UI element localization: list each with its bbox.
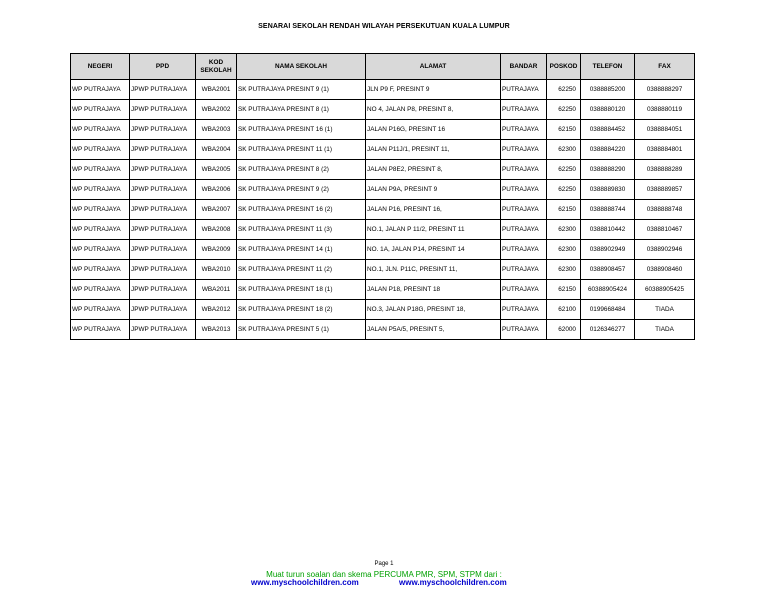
cell-telefon: 0388884452 (581, 120, 635, 140)
cell-negeri: WP PUTRAJAYA (71, 80, 130, 100)
cell-nama-sekolah: SK PUTRAJAYA PRESINT 8 (1) (237, 100, 366, 120)
cell-kod-sekolah: WBA2002 (196, 100, 237, 120)
table-row (71, 300, 695, 320)
cell-negeri: WP PUTRAJAYA (71, 100, 130, 120)
cell-nama-sekolah: SK PUTRAJAYA PRESINT 5 (1) (237, 320, 366, 340)
cell-poskod: 62250 (547, 100, 581, 120)
table-row (71, 80, 695, 100)
cell-fax: 0388884801 (635, 140, 695, 160)
cell-alamat: NO.1, JLN. P11C, PRESINT 11, (366, 260, 501, 280)
cell-negeri: WP PUTRAJAYA (71, 220, 130, 240)
cell-alamat: JALAN P16, PRESINT 16, (366, 200, 501, 220)
cell-negeri: WP PUTRAJAYA (71, 180, 130, 200)
cell-telefon: 0126346277 (581, 320, 635, 340)
cell-ppd: JPWP PUTRAJAYA (130, 220, 196, 240)
document-title: SENARAI SEKOLAH RENDAH WILAYAH PERSEKUTUAN KUALA LUMPUR (258, 23, 510, 30)
cell-alamat: NO.1, JALAN P 11/2, PRESINT 11 (366, 220, 501, 240)
page-number: Page 1 (374, 561, 394, 567)
cell-bandar: PUTRAJAYA (501, 320, 547, 340)
cell-alamat: NO.3, JALAN P18G, PRESINT 18, (366, 300, 501, 320)
cell-negeri: WP PUTRAJAYA (71, 240, 130, 260)
cell-bandar: PUTRAJAYA (501, 200, 547, 220)
cell-ppd: JPWP PUTRAJAYA (130, 240, 196, 260)
cell-telefon: 0388880120 (581, 100, 635, 120)
cell-nama-sekolah: SK PUTRAJAYA PRESINT 11 (3) (237, 220, 366, 240)
cell-negeri: WP PUTRAJAYA (71, 160, 130, 180)
cell-negeri: WP PUTRAJAYA (71, 280, 130, 300)
table-row (71, 120, 695, 140)
cell-alamat: JALAN P5A/5, PRESINT 5, (366, 320, 501, 340)
cell-negeri: WP PUTRAJAYA (71, 320, 130, 340)
cell-telefon: 0388885200 (581, 80, 635, 100)
cell-negeri: WP PUTRAJAYA (71, 260, 130, 280)
table-row (71, 140, 695, 160)
cell-ppd: JPWP PUTRAJAYA (130, 80, 196, 100)
cell-kod-sekolah: WBA2007 (196, 200, 237, 220)
cell-poskod: 62250 (547, 160, 581, 180)
cell-poskod: 62300 (547, 140, 581, 160)
cell-poskod: 62300 (547, 220, 581, 240)
cell-ppd: JPWP PUTRAJAYA (130, 320, 196, 340)
cell-ppd: JPWP PUTRAJAYA (130, 140, 196, 160)
cell-alamat: NO 4, JALAN P8, PRESINT 8, (366, 100, 501, 120)
table-row (71, 280, 695, 300)
cell-kod-sekolah: WBA2010 (196, 260, 237, 280)
cell-fax: 0388880119 (635, 100, 695, 120)
cell-fax: 0388888289 (635, 160, 695, 180)
cell-telefon: 0388888290 (581, 160, 635, 180)
header-kod-sekolah: KOD SEKOLAH (196, 54, 237, 80)
website-link-2[interactable]: www.myschoolchildren.com (399, 578, 507, 587)
cell-bandar: PUTRAJAYA (501, 80, 547, 100)
cell-negeri: WP PUTRAJAYA (71, 200, 130, 220)
header-nama-sekolah: NAMA SEKOLAH (237, 54, 366, 80)
table-row (71, 220, 695, 240)
cell-alamat: NO. 1A, JALAN P14, PRESINT 14 (366, 240, 501, 260)
cell-alamat: JALAN P18, PRESINT 18 (366, 280, 501, 300)
cell-kod-sekolah: WBA2008 (196, 220, 237, 240)
table-row (71, 240, 695, 260)
cell-poskod: 62150 (547, 280, 581, 300)
cell-ppd: JPWP PUTRAJAYA (130, 280, 196, 300)
cell-fax: 0388888748 (635, 200, 695, 220)
cell-kod-sekolah: WBA2004 (196, 140, 237, 160)
cell-nama-sekolah: SK PUTRAJAYA PRESINT 11 (2) (237, 260, 366, 280)
cell-fax: 0388884051 (635, 120, 695, 140)
cell-bandar: PUTRAJAYA (501, 180, 547, 200)
cell-kod-sekolah: WBA2012 (196, 300, 237, 320)
cell-telefon: 0388908457 (581, 260, 635, 280)
cell-nama-sekolah: SK PUTRAJAYA PRESINT 9 (1) (237, 80, 366, 100)
cell-kod-sekolah: WBA2005 (196, 160, 237, 180)
table-row (71, 180, 695, 200)
cell-bandar: PUTRAJAYA (501, 240, 547, 260)
cell-nama-sekolah: SK PUTRAJAYA PRESINT 16 (1) (237, 120, 366, 140)
cell-bandar: PUTRAJAYA (501, 260, 547, 280)
cell-telefon: 60388905424 (581, 280, 635, 300)
cell-ppd: JPWP PUTRAJAYA (130, 100, 196, 120)
table-row (71, 200, 695, 220)
cell-ppd: JPWP PUTRAJAYA (130, 160, 196, 180)
cell-poskod: 62150 (547, 200, 581, 220)
cell-bandar: PUTRAJAYA (501, 280, 547, 300)
cell-negeri: WP PUTRAJAYA (71, 120, 130, 140)
cell-ppd: JPWP PUTRAJAYA (130, 120, 196, 140)
cell-bandar: PUTRAJAYA (501, 120, 547, 140)
cell-bandar: PUTRAJAYA (501, 160, 547, 180)
cell-poskod: 62300 (547, 260, 581, 280)
cell-fax: 60388905425 (635, 280, 695, 300)
school-table (70, 53, 695, 340)
cell-bandar: PUTRAJAYA (501, 140, 547, 160)
cell-kod-sekolah: WBA2009 (196, 240, 237, 260)
cell-bandar: PUTRAJAYA (501, 100, 547, 120)
cell-ppd: JPWP PUTRAJAYA (130, 200, 196, 220)
cell-nama-sekolah: SK PUTRAJAYA PRESINT 14 (1) (237, 240, 366, 260)
cell-ppd: JPWP PUTRAJAYA (130, 260, 196, 280)
cell-alamat: JALAN P16G, PRESINT 16 (366, 120, 501, 140)
download-message: Muat turun soalan dan skema PERCUMA PMR, SPM, STPM dari : (266, 570, 502, 579)
cell-kod-sekolah: WBA2011 (196, 280, 237, 300)
cell-poskod: 62250 (547, 180, 581, 200)
cell-kod-sekolah: WBA2006 (196, 180, 237, 200)
table-header-row (71, 54, 695, 80)
cell-bandar: PUTRAJAYA (501, 300, 547, 320)
header-alamat: ALAMAT (366, 54, 501, 80)
cell-kod-sekolah: WBA2003 (196, 120, 237, 140)
cell-nama-sekolah: SK PUTRAJAYA PRESINT 11 (1) (237, 140, 366, 160)
cell-fax: 0388902946 (635, 240, 695, 260)
header-poskod: POSKOD (547, 54, 581, 80)
header-fax: FAX (635, 54, 695, 80)
cell-nama-sekolah: SK PUTRAJAYA PRESINT 18 (1) (237, 280, 366, 300)
table-row (71, 320, 695, 340)
cell-alamat: JALAN P8E2, PRESINT 8, (366, 160, 501, 180)
cell-nama-sekolah: SK PUTRAJAYA PRESINT 8 (2) (237, 160, 366, 180)
cell-poskod: 62300 (547, 240, 581, 260)
cell-kod-sekolah: WBA2013 (196, 320, 237, 340)
header-ppd: PPD (130, 54, 196, 80)
cell-negeri: WP PUTRAJAYA (71, 140, 130, 160)
header-telefon: TELEFON (581, 54, 635, 80)
cell-fax: TIADA (635, 300, 695, 320)
cell-kod-sekolah: WBA2001 (196, 80, 237, 100)
table-row (71, 260, 695, 280)
cell-telefon: 0388889830 (581, 180, 635, 200)
cell-telefon: 0388902949 (581, 240, 635, 260)
cell-alamat: JLN P9 F, PRESINT 9 (366, 80, 501, 100)
cell-fax: 0388889857 (635, 180, 695, 200)
cell-fax: 0388888297 (635, 80, 695, 100)
table-row (71, 160, 695, 180)
cell-poskod: 62250 (547, 80, 581, 100)
cell-fax: 0388908460 (635, 260, 695, 280)
table-row (71, 100, 695, 120)
cell-poskod: 62150 (547, 120, 581, 140)
header-negeri: NEGERI (71, 54, 130, 80)
cell-alamat: JALAN P9A, PRESINT 9 (366, 180, 501, 200)
website-link-1[interactable]: www.myschoolchildren.com (251, 578, 359, 587)
cell-nama-sekolah: SK PUTRAJAYA PRESINT 18 (2) (237, 300, 366, 320)
cell-telefon: 0388810442 (581, 220, 635, 240)
cell-nama-sekolah: SK PUTRAJAYA PRESINT 16 (2) (237, 200, 366, 220)
cell-nama-sekolah: SK PUTRAJAYA PRESINT 9 (2) (237, 180, 366, 200)
cell-fax: 0388810467 (635, 220, 695, 240)
cell-poskod: 62000 (547, 320, 581, 340)
cell-telefon: 0388888744 (581, 200, 635, 220)
cell-fax: TIADA (635, 320, 695, 340)
cell-ppd: JPWP PUTRAJAYA (130, 180, 196, 200)
cell-ppd: JPWP PUTRAJAYA (130, 300, 196, 320)
cell-negeri: WP PUTRAJAYA (71, 300, 130, 320)
cell-telefon: 0199668484 (581, 300, 635, 320)
cell-telefon: 0388884220 (581, 140, 635, 160)
cell-bandar: PUTRAJAYA (501, 220, 547, 240)
cell-alamat: JALAN P11J/1, PRESINT 11, (366, 140, 501, 160)
cell-poskod: 62100 (547, 300, 581, 320)
header-bandar: BANDAR (501, 54, 547, 80)
